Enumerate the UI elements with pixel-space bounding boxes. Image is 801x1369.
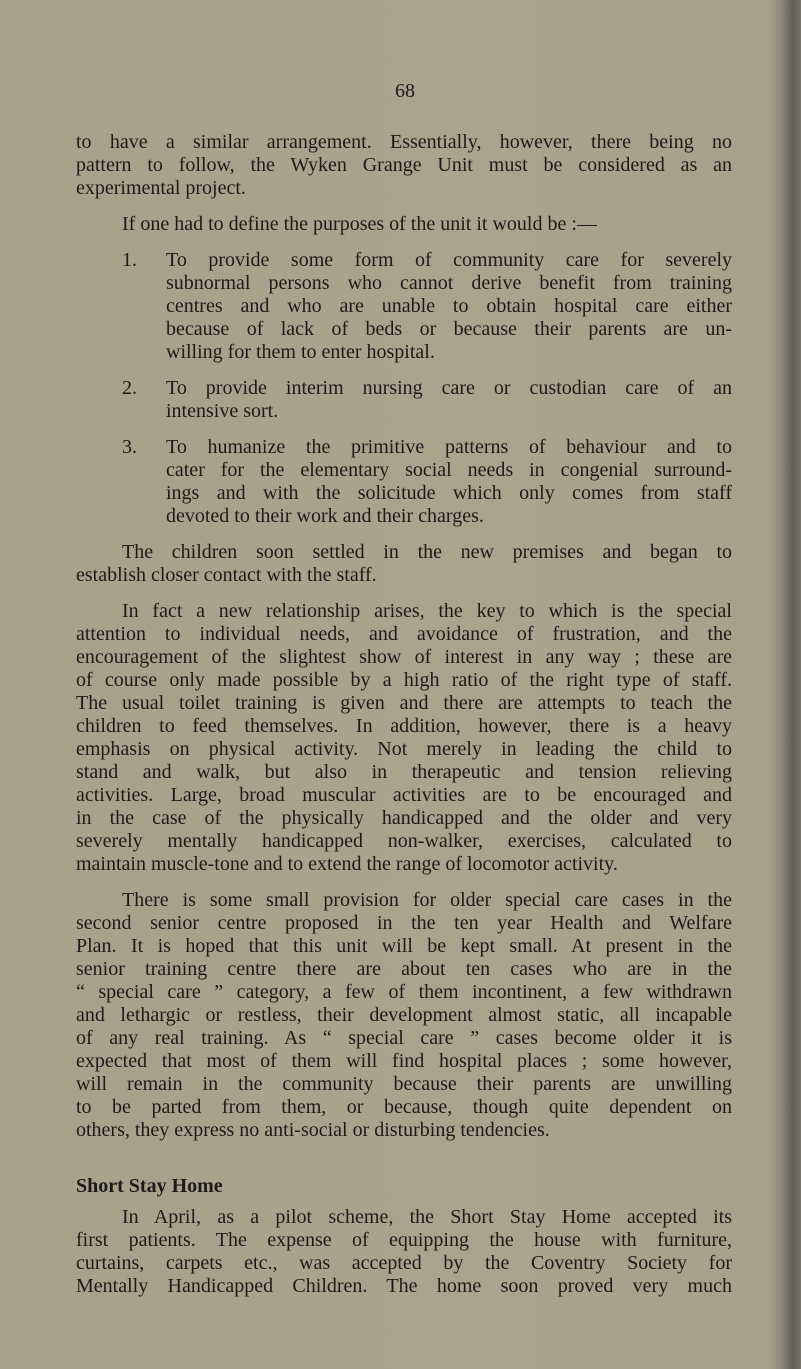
- numbered-list-item: [76, 249, 732, 364]
- text-line: will remain in the community because their parents are unwilling: [76, 1073, 732, 1095]
- text-line: Mentally Handicapped Children. The home soon proved very much: [76, 1275, 732, 1297]
- text-line: emphasis on physical activity. Not merely in leading the child to: [76, 738, 732, 760]
- text-line: devoted to their work and their charges.: [166, 505, 484, 527]
- text-line: “ special care ” category, a few of them incontinent, a few withdrawn: [76, 981, 732, 1003]
- list-item-number: 1.: [122, 249, 137, 271]
- text-line: centres and who are unable to obtain hospital care either: [166, 295, 732, 317]
- body-text: [76, 131, 732, 1311]
- text-line: intensive sort.: [166, 400, 279, 422]
- text-line: severely mentally handicapped non-walker, exercises, calculated to: [76, 830, 732, 852]
- text-line: in the case of the physically handicapped and the older and very: [76, 807, 732, 829]
- text-line: pattern to follow, the Wyken Grange Unit must be considered as an: [76, 154, 732, 176]
- text-line: The usual toilet training is given and there are attempts to teach the: [76, 692, 732, 714]
- numbered-list-item: [76, 377, 732, 423]
- text-line: willing for them to enter hospital.: [166, 341, 435, 363]
- text-line: activities. Large, broad muscular activities are to be encouraged and: [76, 784, 732, 806]
- text-line: In fact a new relationship arises, the key to which is the special: [122, 600, 732, 622]
- paragraph: [76, 541, 732, 587]
- text-line: of any real training. As “ special care ” cases become older it is: [76, 1027, 732, 1049]
- text-line: maintain muscle-tone and to extend the range of locomotor activity.: [76, 853, 618, 875]
- text-line: to have a similar arrangement. Essentially, however, there being no: [76, 131, 732, 153]
- text-line: to be parted from them, or because, though quite dependent on: [76, 1096, 732, 1118]
- paragraph: [76, 1206, 732, 1298]
- text-line: first patients. The expense of equipping the house with furniture,: [76, 1229, 732, 1251]
- text-line: and lethargic or restless, their development almost static, all incapable: [76, 1004, 732, 1026]
- paragraph: [76, 131, 732, 200]
- text-line: of course only made possible by a high ratio of the right type of staff.: [76, 669, 732, 691]
- page-number: 68: [395, 80, 415, 102]
- text-line: experimental project.: [76, 177, 246, 199]
- text-line: In April, as a pilot scheme, the Short Stay Home accepted its: [122, 1206, 732, 1228]
- text-line: stand and walk, but also in therapeutic and tension relieving: [76, 761, 732, 783]
- paragraph: [76, 213, 732, 236]
- text-line: senior training centre there are about ten cases who are in the: [76, 958, 732, 980]
- text-line: others, they express no anti-social or disturbing tendencies.: [76, 1119, 550, 1141]
- section-heading: Short Stay Home: [76, 1175, 223, 1197]
- paragraph: [76, 889, 732, 1142]
- text-line: There is some small provision for older special care cases in the: [122, 889, 732, 911]
- text-line: To provide interim nursing care or custodian care of an: [166, 377, 732, 399]
- list-item-number: 2.: [122, 377, 137, 399]
- text-line: attention to individual needs, and avoidance of frustration, and the: [76, 623, 732, 645]
- text-line: curtains, carpets etc., was accepted by the Coventry Society for: [76, 1252, 732, 1274]
- text-line: If one had to define the purposes of the unit it would be :—: [122, 213, 597, 235]
- text-line: second senior centre proposed in the ten year Health and Welfare: [76, 912, 732, 934]
- text-line: encouragement of the slightest show of interest in any way ; these are: [76, 646, 732, 668]
- text-line: establish closer contact with the staff.: [76, 564, 377, 586]
- text-line: expected that most of them will find hospital places ; some however,: [76, 1050, 732, 1072]
- numbered-list-item: [76, 436, 732, 528]
- text-line: Plan. It is hoped that this unit will be kept small. At present in the: [76, 935, 732, 957]
- text-line: To humanize the primitive patterns of behaviour and to: [166, 436, 732, 458]
- list-item-number: 3.: [122, 436, 137, 458]
- paragraph: [76, 600, 732, 876]
- text-line: To provide some form of community care for severely: [166, 249, 732, 271]
- text-line: The children soon settled in the new premises and began to: [122, 541, 732, 563]
- text-line: because of lack of beds or because their parents are un-: [166, 318, 732, 340]
- text-line: subnormal persons who cannot derive benefit from training: [166, 272, 732, 294]
- text-line: children to feed themselves. In addition, however, there is a heavy: [76, 715, 732, 737]
- text-line: ings and with the solicitude which only comes from staff: [166, 482, 732, 504]
- text-line: cater for the elementary social needs in congenial surround-: [166, 459, 732, 481]
